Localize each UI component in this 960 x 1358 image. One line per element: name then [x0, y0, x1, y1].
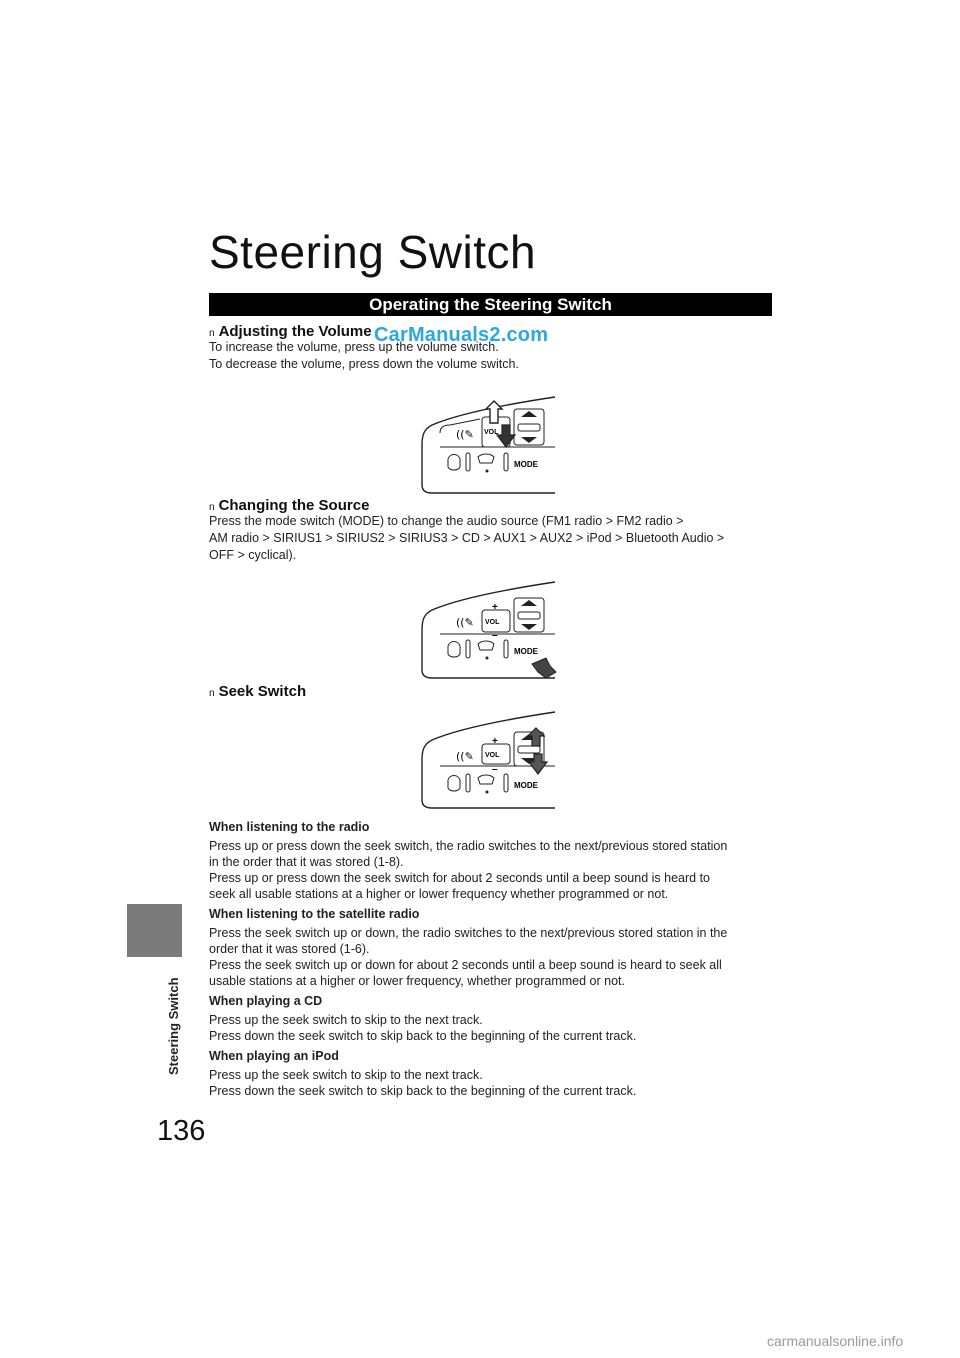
hangup-icon — [478, 641, 494, 650]
plus-label: + — [492, 736, 498, 747]
mode-label: MODE — [514, 460, 538, 469]
section-heading: When listening to the satellite radio — [209, 907, 420, 921]
section-line: order that it was stored (1-6). — [209, 942, 370, 956]
vol-label: VOL — [485, 619, 500, 626]
voice-icon: ((✎ — [456, 428, 474, 441]
section-heading: When listening to the radio — [209, 820, 370, 834]
steering-switch-mode-figure — [420, 580, 560, 680]
section-heading: When playing an iPod — [209, 1049, 339, 1063]
mode-label: MODE — [514, 647, 538, 656]
section-line: Press down the seek switch to skip back to the beginning of the current track. — [209, 1084, 637, 1098]
section-line: Press up the seek switch to skip to the next track. — [209, 1013, 483, 1027]
volume-heading-text: Adjusting the Volume — [218, 323, 372, 340]
section-line: Press the seek switch up or down, the radio switches to the next/previous stored station in the — [209, 926, 728, 940]
section-line: Press the seek switch up or down for about 2 seconds until a beep sound is heard to seek all — [209, 958, 722, 972]
section-line: Press up the seek switch to skip to the next track. — [209, 1068, 483, 1082]
hangup-icon — [478, 454, 494, 463]
phone-icon — [448, 642, 460, 658]
source-line: Press the mode switch (MODE) to change the audio source (FM1 radio > FM2 radio > — [209, 514, 684, 528]
source-line: AM radio > SIRIUS1 > SIRIUS2 > SIRIUS3 > CD > AUX1 > AUX2 > iPod > Bluetooth Audio > — [209, 531, 725, 545]
chapter-tab — [127, 904, 182, 957]
section-line: Press up or press down the seek switch for about 2 seconds until a beep sound is heard to — [209, 871, 710, 885]
hangup-icon — [478, 775, 494, 784]
chapter-label: Steering Switch — [166, 977, 181, 1075]
mode-label: MODE — [514, 781, 538, 790]
volume-line: To decrease the volume, press down the volume switch. — [209, 357, 519, 371]
section-line: in the order that it was stored (1-8). — [209, 855, 404, 869]
press-arrow-icon — [532, 658, 556, 678]
seek-heading — [209, 683, 306, 700]
steering-switch-seek-figure — [420, 710, 560, 810]
phone-icon — [448, 455, 460, 471]
arrow-up-icon — [486, 401, 502, 423]
bullet: n — [209, 328, 215, 339]
bullet: n — [209, 688, 215, 699]
vol-label: VOL — [484, 429, 499, 436]
plus-label: + — [492, 602, 498, 613]
arrow-down-icon — [497, 425, 515, 447]
section-line: usable stations at a higher or lower frequency, whether programmed or not. — [209, 974, 625, 988]
bullet: n — [209, 502, 215, 513]
phone-icon — [448, 776, 460, 792]
volume-heading — [209, 323, 372, 340]
watermark: CarManuals2.com — [374, 324, 549, 346]
seek-heading-text: Seek Switch — [218, 683, 307, 700]
section-line: Press down the seek switch to skip back to the beginning of the current track. — [209, 1029, 637, 1043]
volume-line: To increase the volume, press up the volume switch. — [209, 340, 499, 354]
voice-icon: ((✎ — [456, 750, 474, 763]
source-heading-text: Changing the Source — [218, 497, 370, 514]
footer-watermark: carmanualsonline.info — [767, 1333, 904, 1349]
vol-label: VOL — [485, 752, 500, 759]
section-bar: Operating the Steering Switch — [209, 293, 772, 316]
page-number: 136 — [157, 1115, 206, 1147]
section-line: seek all usable stations at a higher or lower frequency whether programmed or not. — [209, 887, 669, 901]
page-title: Steering Switch — [209, 226, 537, 278]
source-heading — [209, 497, 369, 514]
section-line: Press up or press down the seek switch, the radio switches to the next/previous stored station — [209, 839, 728, 853]
section-heading: When playing a CD — [209, 994, 323, 1008]
minus-label: – — [492, 630, 498, 641]
source-line: OFF > cyclical). — [209, 548, 297, 562]
steering-switch-volume-figure — [420, 395, 560, 495]
minus-label: – — [492, 764, 498, 775]
voice-icon: ((✎ — [456, 616, 474, 629]
